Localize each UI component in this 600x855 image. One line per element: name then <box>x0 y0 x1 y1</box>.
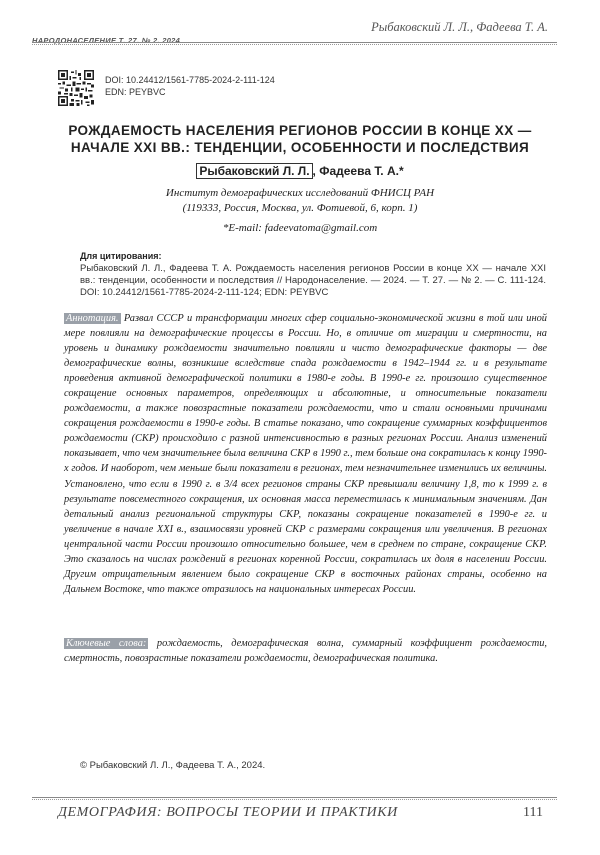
title-line-2: НАЧАЛЕ XXI ВВ.: ТЕНДЕНЦИИ, ОСОБЕННОСТИ И ПОСЛЕДСТВИЯ <box>70 140 530 155</box>
keywords <box>64 636 547 666</box>
affiliation-line-1: Институт демографических исследований ФНИСЦ РАН <box>165 187 435 199</box>
header-divider-dotted <box>32 44 557 45</box>
edn-line: EDN: PEYBVC <box>105 87 166 97</box>
citation-text: Рыбаковский Л. Л., Фадеева Т. А. Рождаемость населения регионов России в конце XX — начале XXI вв.: тенденции, особенности и последствия // Народонаселение. — 2024. — Т. 27. — № 2. — С. 111-124. DOI: 10.24412/1561-7785-2024-2-111-124; EDN: PEYBVC <box>80 263 546 298</box>
copyright-notice: © Рыбаковский Л. Л., Фадеева Т. А., 2024. <box>80 760 266 771</box>
journal-reference: НАРОДОНАСЕЛЕНИЕ Т. 27. № 2. 2024 <box>32 36 181 45</box>
running-head-authors: Рыбаковский Л. Л., Фадеева Т. А. <box>371 20 548 34</box>
footer-journal-title: ДЕМОГРАФИЯ: ВОПРОСЫ ТЕОРИИ И ПРАКТИКИ <box>58 805 398 820</box>
author-2[interactable]: Фадеева Т. А.* <box>319 164 404 178</box>
keywords-text: рождаемость, демографическая волна, суммарный коэффициент рождаемости, смертность, повозрастные показатели рождаемости, демографическая политика. <box>64 638 547 665</box>
abstract-text: Развал СССР и трансформации многих сфер социально-экономической жизни в той или иной мере повлияли на демографические процессы в России. Но, в отличие от миграции и смертности, на уровень и динамику рождаемости значительно повлияли и чисто демографические факторы — две демографические волны, возникшие вследствие спада рождаемости в 1942–1944 гг. и в результате проведения активной демографической политики в 1980-е годы. В 1990-е гг. произошло существенное сокращение основных параметров, определяющих и абсолютные, и относительные показатели рождаемости, а также повозрастные показатели рождаемости, что и стали основными причинами сокращения рождаемости в 1990-е годы. В статье показано, что сокращение суммарных коэффициентов рождаемости (СКР) происходило с разной интенсивностью в разных регионах России. Анализ изменений показывает, что чем значительнее была величина СКР в 1990 г., тем больше она сократилась к концу 1990-х годов. И наоборот, чем меньше были показатели в регионах, тем незначительнее изменились их величины. Установлено, что если в 1990 г. в 3/4 всех регионов страны СКР превышали величину 1,8, то к 1999 г. в результате повсеместного сокращения, их основная масса переместилась к минимальным значениям. Дан детальный анализ региональной структуры СКР, показаны сокращение показателей в 1990-е гг. и увеличение в начале XXI в., взаимосвязи уровней СКР с размерами сокращения или увеличения. В регионах центральной части России произошло относительно большее, чем в среднем по стране, сокращение СКР. Это сказалось на числах рождений в регионах коренной России, сократилась их доля в населении России. Другим отрицательным явлением было сокращение СКР в восточных районах страны, особенно на Дальнем Востоке, что также отразилось на национальных интересах России. <box>64 313 547 595</box>
citation-label: Для цитирования: <box>80 251 162 261</box>
abstract <box>64 311 547 597</box>
doi-line[interactable]: DOI: 10.24412/1561-7785-2024-2-111-124 <box>105 75 275 85</box>
doi-block <box>105 74 275 98</box>
affiliation <box>0 186 600 216</box>
author-separator: , <box>312 164 320 178</box>
keywords-label: Ключевые слова: <box>66 638 147 649</box>
article-title <box>40 122 560 156</box>
title-line-1: РОЖДАЕМОСТЬ НАСЕЛЕНИЯ РЕГИОНОВ РОССИИ В КОНЦЕ XX — <box>68 123 532 138</box>
email-address[interactable]: *E-mail: fadeevatoma@gmail.com <box>222 222 378 234</box>
affiliation-line-2: (119333, Россия, Москва, ул. Фотиевой, 6, корп. 1) <box>182 202 418 214</box>
abstract-label: Аннотация. <box>66 313 119 324</box>
header-divider <box>32 42 557 43</box>
qr-code-icon <box>58 70 94 106</box>
page-number: 111 <box>523 805 543 820</box>
author-list <box>0 164 600 178</box>
footer-divider <box>32 797 557 798</box>
footer-divider-dotted <box>32 799 557 800</box>
author-1[interactable]: Рыбаковский Л. Л. <box>196 163 312 179</box>
